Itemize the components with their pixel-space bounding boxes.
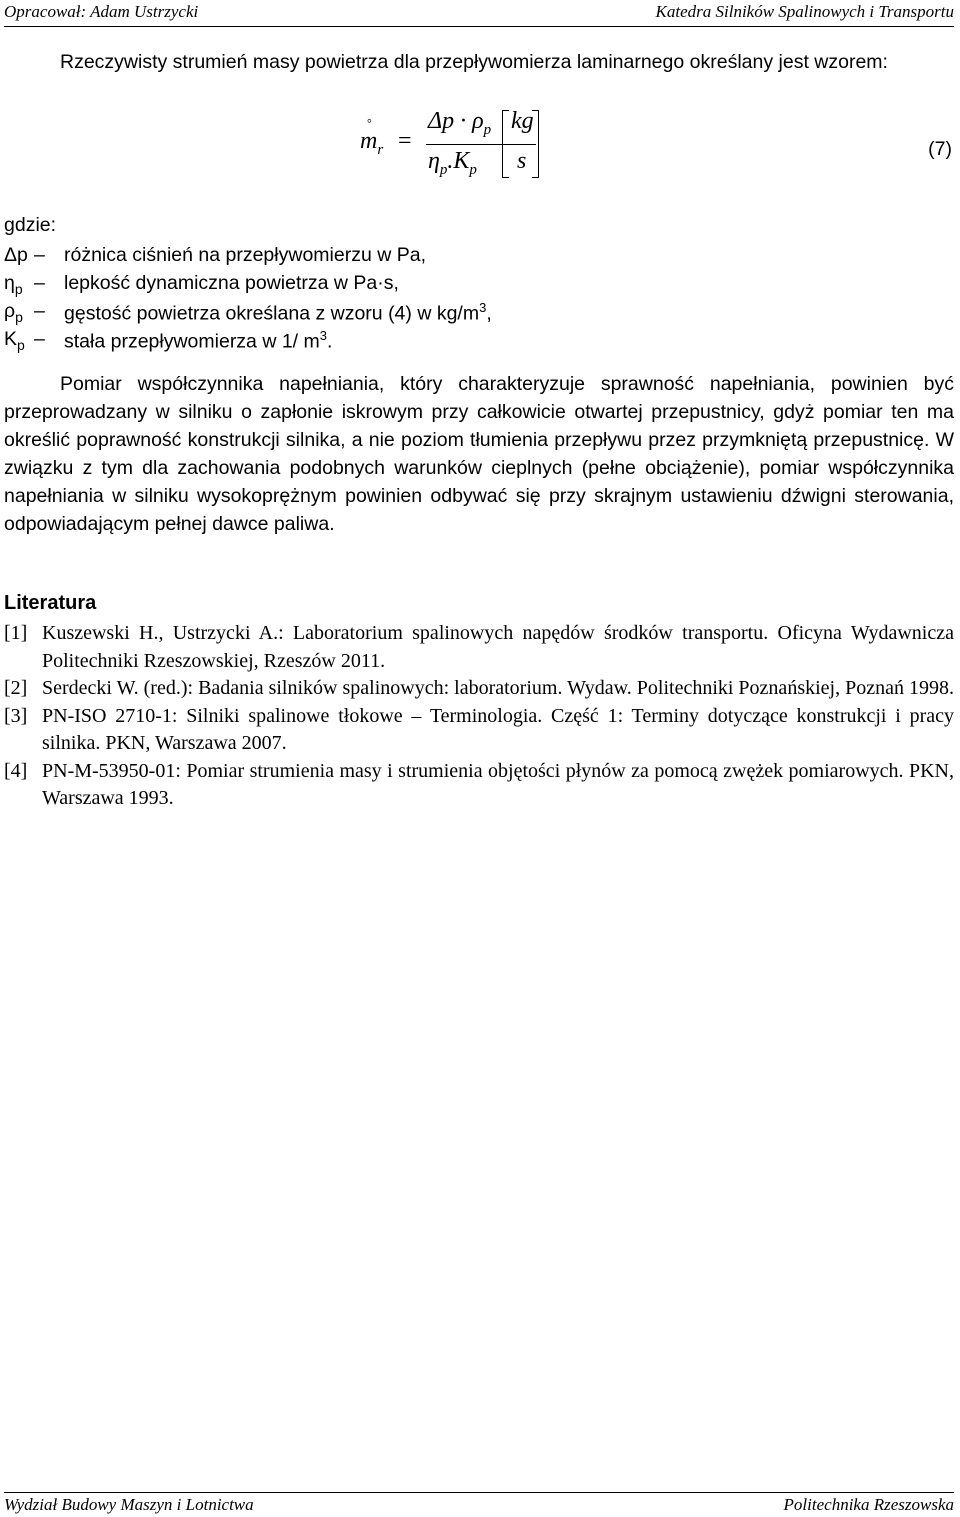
formula-numerator: $\Delta p \cdot \rho_p$	[428, 108, 492, 138]
legend-text: lepkość dynamiczna powietrza w Pa·s,	[64, 272, 399, 294]
unit-fraction-bar	[508, 144, 536, 145]
page-footer	[4, 1492, 954, 1515]
legend-symbol: $K_p$	[4, 328, 25, 353]
equation-number: (7)	[928, 138, 952, 160]
legend-symbol: $\rho_p$	[4, 300, 23, 325]
legend-symbol: Δp	[4, 244, 28, 266]
legend-dash: –	[34, 328, 45, 350]
legend-text: gęstość powietrza określana z wzoru (4) w $kg/m^3$,	[64, 300, 492, 325]
reference-text: Kuszewski H., Ustrzycki A.: Laboratorium spalinowych napędów środków transportu. Oficyna Wydawnicza Politechniki Rzeszowskiej, Rzeszów 2011.	[42, 622, 954, 672]
reference-text: PN-ISO 2710-1: Silniki spalinowe tłokowe – Terminologia. Część 1: Terminy dotyczące konstrukcji i pracy silnika. PKN, Warszawa 2007.	[42, 704, 954, 754]
reference-number: [1]	[4, 622, 28, 644]
legend-dash: –	[34, 300, 45, 322]
reference-number: [2]	[4, 677, 28, 699]
header-department: Katedra Silników Spalinowych i Transportu	[655, 2, 954, 21]
dot-accent: °	[367, 116, 372, 130]
reference-number: [4]	[4, 759, 28, 782]
formula-denominator: $\eta_p.K_p$	[428, 148, 477, 178]
reference-text: Serdecki W. (red.): Badania silników spalinowych: laboratorium. Wydaw. Politechniki Poznańskiej, Poznań 1998.	[42, 677, 954, 699]
legend-item	[4, 326, 954, 354]
formula-7	[356, 102, 566, 182]
body-paragraph: Pomiar współczynnika napełniania, który charakteryzuje sprawność napełniania, powinien być przeprowadzany w silniku o zapłonie iskrowym przy całkowicie otwartej przepustnicy, gdyż pomiar ten ma określić poprawność konstrukcji silnika, a nie poziom tłumienia przepływu przez przymkniętą przepustnicę. W związku z tym dla zachowania podobnych warunków cieplnych (pełne obciążenie), pomiar współczynnika napełniania w silniku wysokoprężnym powinien odbywać się przy skrajnym ustawieniu dźwigni sterowania, odpowiadającym pełnej dawce paliwa.	[4, 373, 954, 535]
unit-denominator: s	[517, 148, 527, 174]
header-author: Opracował: Adam Ustrzycki	[4, 2, 199, 21]
reference-item	[4, 758, 954, 813]
formula-lhs: $m_r$	[360, 128, 384, 158]
intro-paragraph: Rzeczywisty strumień masy powietrza dla przepływomierza laminarnego określany jest wzorem:	[60, 51, 888, 73]
legend-text: różnica ciśnień na przepływomierzu w Pa,	[64, 244, 426, 266]
legend-item	[4, 242, 954, 270]
page-header	[4, 0, 954, 27]
reference-item	[4, 703, 954, 758]
reference-text: PN-M-53950-01: Pomiar strumienia masy i strumienia objętości płynów za pomocą zwężek pomiarowych. PKN, Warszawa 1993.	[42, 759, 954, 809]
where-label: gdzie:	[4, 214, 57, 236]
footer-university: Politechnika Rzeszowska	[783, 1495, 954, 1514]
reference-number: [3]	[4, 704, 28, 727]
literature-heading: Literatura	[4, 592, 97, 614]
fraction-bar	[426, 144, 510, 145]
symbol-legend	[4, 242, 954, 354]
legend-item	[4, 298, 954, 326]
legend-text: stała przepływomierza w 1/ $m^3$.	[64, 328, 333, 353]
legend-symbol: $\eta_p$	[4, 272, 23, 297]
legend-dash: –	[34, 272, 45, 294]
footer-faculty: Wydział Budowy Maszyn i Lotnictwa	[4, 1495, 254, 1514]
legend-dash: –	[34, 244, 45, 266]
formula-equals: =	[398, 128, 412, 154]
legend-item	[4, 270, 954, 298]
unit-numerator: kg	[511, 108, 534, 134]
reference-list	[4, 620, 954, 813]
reference-item	[4, 620, 954, 675]
reference-item	[4, 675, 954, 703]
